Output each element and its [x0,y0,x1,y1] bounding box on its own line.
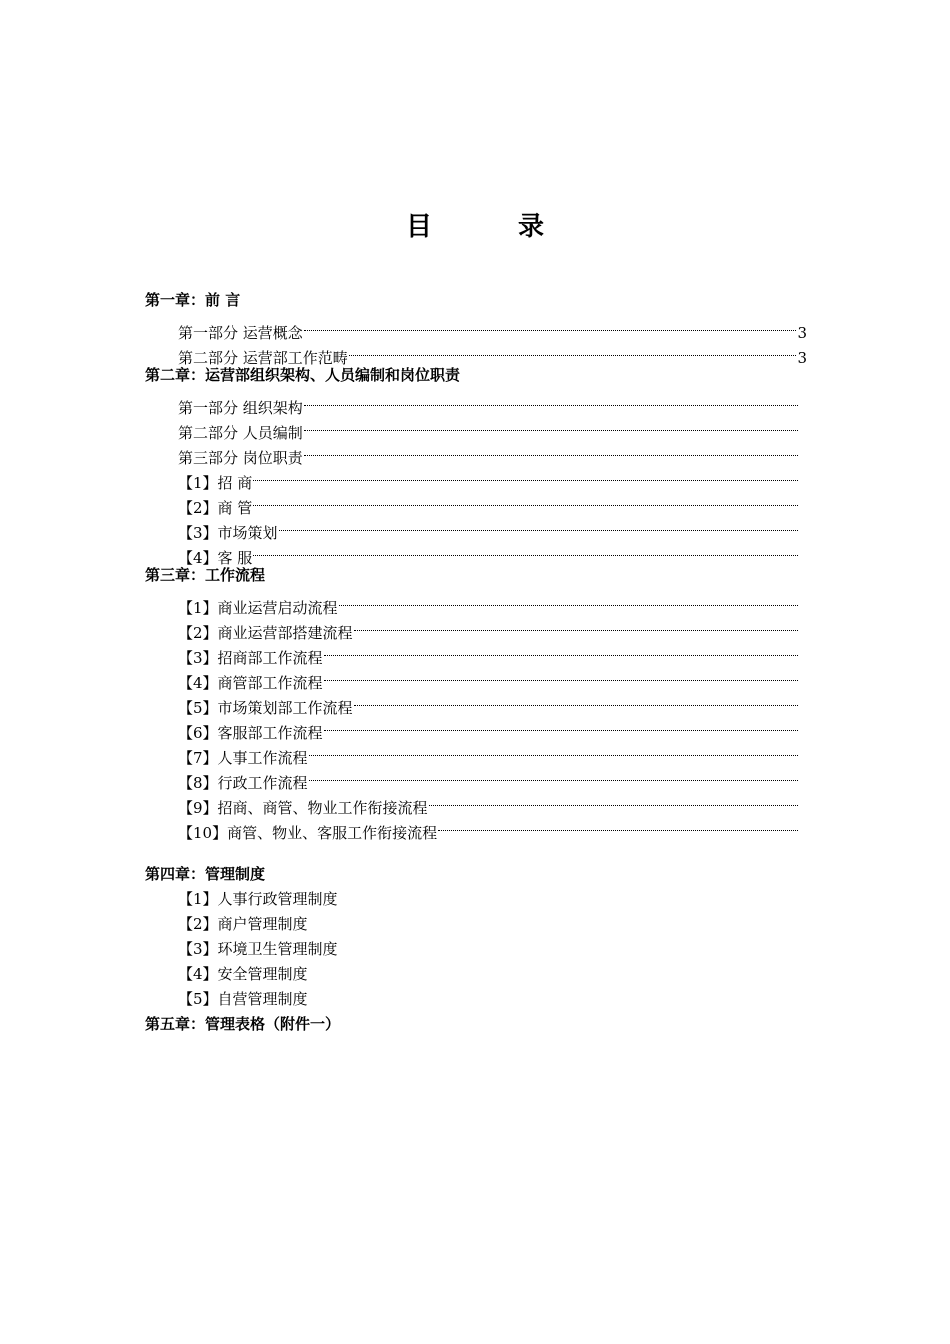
toc-entry-label: 【1】招 商 [178,474,253,492]
toc-leader-dots [349,338,797,363]
toc-entry-label: 【2】商 管 [178,499,253,517]
toc-entry[interactable] [145,987,807,1012]
toc-page-number: 3 [797,324,807,342]
toc-entry-label: 【5】自营管理制度 [178,990,308,1008]
toc-entry-label: 【10】商管、物业、客服工作衔接流程 [178,824,438,842]
toc-entry[interactable] [145,937,807,962]
toc-entry-label: 【4】安全管理制度 [178,965,308,983]
toc-entry[interactable] [145,313,807,342]
toc-chapter-label: 第三章：工作流程 [145,566,266,584]
toc-entry[interactable] [145,388,807,417]
toc-leader-dots [253,538,798,563]
toc-leader-dots [354,613,798,638]
toc-leader-dots [253,488,798,513]
toc-entry-label: 【6】客服部工作流程 [178,724,323,742]
toc-entry[interactable] [145,912,807,937]
toc-leader-dots [279,513,798,538]
toc-chapter[interactable] [145,1012,807,1037]
toc-entry-label: 第二部分 运营部工作范畴 [178,349,348,367]
toc-entry[interactable] [145,588,807,617]
toc-chapter-label: 第二章：运营部组织架构、人员编制和岗位职责 [145,366,461,384]
toc-page-number: 3 [797,349,807,367]
toc-leader-dots [304,438,798,463]
toc-leader-dots [304,413,798,438]
toc-leader-dots [339,588,798,613]
toc-leader-dots [438,813,798,838]
toc-entry-label: 【1】商业运营启动流程 [178,599,338,617]
toc-leader-dots [324,663,798,688]
toc-leader-dots [253,463,798,488]
toc-leader-dots [304,313,797,338]
toc-entry-label: 【3】招商部工作流程 [178,649,323,667]
toc-chapter-label: 第五章：管理表格（附件一） [145,1015,341,1033]
table-of-contents [145,288,807,1037]
toc-entry-label: 第三部分 岗位职责 [178,449,303,467]
toc-leader-dots [324,713,798,738]
toc-entry-label: 【8】行政工作流程 [178,774,308,792]
toc-entry-label: 第一部分 运营概念 [178,324,303,342]
toc-entry[interactable] [145,887,807,912]
toc-chapter[interactable] [145,363,807,388]
page-title: 目 录 [405,212,574,242]
toc-leader-dots [429,788,798,813]
toc-entry-label: 【9】招商、商管、物业工作衔接流程 [178,799,428,817]
toc-leader-dots [309,763,798,788]
toc-entry-label: 【5】市场策划部工作流程 [178,699,353,717]
toc-entry-label: 【4】商管部工作流程 [178,674,323,692]
toc-chapter[interactable] [145,862,807,887]
toc-chapter[interactable] [145,288,807,313]
toc-entry-label: 【7】人事工作流程 [178,749,308,767]
toc-chapter[interactable] [145,563,807,588]
toc-entry-label: 【3】环境卫生管理制度 [178,940,338,958]
toc-entry-label: 【2】商户管理制度 [178,915,308,933]
toc-entry[interactable] [145,962,807,987]
toc-leader-dots [309,738,798,763]
toc-entry-label: 【4】客 服 [178,549,253,567]
toc-chapter-label: 第四章：管理制度 [145,865,266,883]
toc-entry-label: 第二部分 人员编制 [178,424,303,442]
toc-entry-label: 【2】商业运营部搭建流程 [178,624,353,642]
toc-entry-label: 【1】人事行政管理制度 [178,890,338,908]
toc-entry-label: 【3】市场策划 [178,524,278,542]
toc-entry-label: 第一部分 组织架构 [178,399,303,417]
toc-chapter-label: 第一章：前 言 [145,291,241,309]
toc-leader-dots [304,388,798,413]
toc-leader-dots [354,688,798,713]
toc-leader-dots [324,638,798,663]
